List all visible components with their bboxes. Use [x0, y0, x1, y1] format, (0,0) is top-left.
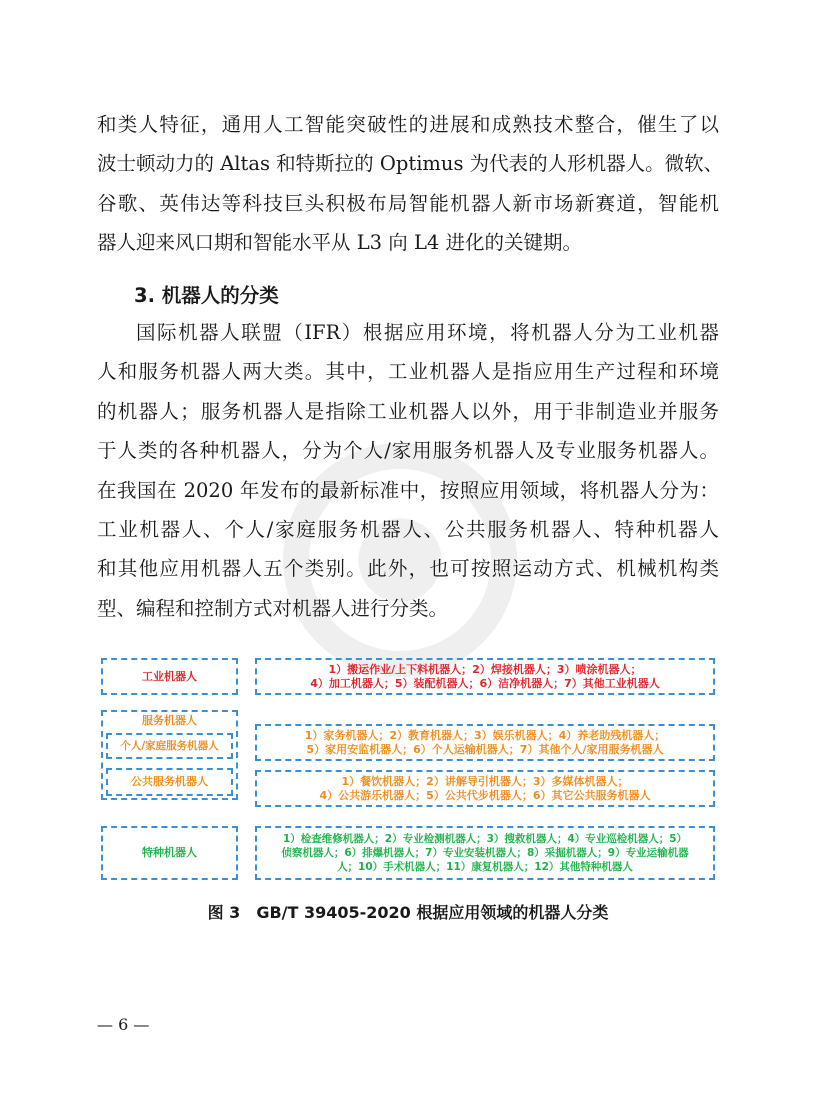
special-items-line: 1）检查维修机器人；2）专业检测机器人；3）搜救机器人；4）专业巡检机器人；5） — [282, 833, 687, 845]
special-robot-label-box — [101, 826, 238, 880]
text-line: 波士顿动力的 Altas 和特斯拉的 Optimus 为代表的人形机器人。微软、 — [97, 152, 724, 176]
text-line: 于人类的各种机器人，分为个人/家用服务机器人及专业服务机器人。 — [97, 439, 719, 463]
industrial-items-line: 4）加工机器人；5）装配机器人；6）洁净机器人；7）其他工业机器人 — [310, 676, 660, 690]
industrial-items-line: 1）搬运作业/上下料机器人；2）焊接机器人；3）喷涂机器人； — [328, 662, 642, 676]
figure-caption: 图 3 GB/T 39405-2020 根据应用领域的机器人分类 — [207, 903, 609, 922]
text-line: 国际机器人联盟（IFR）根据应用环境，将机器人分为工业机器 — [136, 321, 719, 344]
text-line: 工业机器人、个人/家庭服务机器人、公共服务机器人、特种机器人 — [97, 518, 719, 542]
industrial-robot-label: 工业机器人 — [142, 669, 197, 683]
personal-service-robot-label-box — [106, 733, 233, 759]
text-line: 和其他应用机器人五个类别。此外，也可按照运动方式、机械机构类 — [97, 557, 719, 581]
text-line: 谷歌、英伟达等科技巨头积极布局智能机器人新市场新赛道，智能机 — [97, 191, 719, 215]
text-line: 型、编程和控制方式对机器人进行分类。 — [97, 596, 449, 620]
public-items-line: 1）餐饮机器人；2）讲解导引机器人；3）多媒体机器人； — [341, 774, 629, 788]
public-items-line: 4）公共游乐机器人；5）公共代步机器人；6）其它公共服务机器人 — [319, 788, 651, 802]
text-line: 和类人特征，通用人工智能突破性的进展和成熟技术整合，催生了以 — [97, 113, 719, 136]
personal-items-line: 1）家务机器人；2）教育机器人；3）娱乐机器人；4）养老助残机器人； — [304, 728, 666, 742]
section-heading: 3. 机器人的分类 — [134, 284, 279, 307]
public-service-items-box — [255, 770, 715, 807]
special-items-line: 人；10）手术机器人；11）康复机器人；12）其他特种机器人 — [337, 861, 633, 873]
industrial-robot-label-box — [101, 658, 238, 695]
paragraph-classification — [97, 313, 719, 628]
public-service-robot-label-box — [106, 768, 233, 796]
special-robot-items-box — [255, 826, 715, 880]
text-line: 人和服务机器人两大类。其中，工业机器人是指应用生产过程和环境 — [97, 360, 719, 384]
industrial-robot-items-box — [255, 658, 715, 695]
text-line: 的机器人；服务机器人是指除工业机器人以外，用于非制造业并服务 — [97, 399, 719, 423]
text-line: 器人迎来风口期和智能水平从 L3 向 L4 进化的关键期。 — [97, 231, 583, 255]
page-number: — 6 — — [97, 1015, 150, 1034]
special-robot-label: 特种机器人 — [142, 846, 197, 859]
personal-service-items-box — [255, 724, 715, 761]
paragraph-intro — [97, 105, 724, 263]
special-items-line: 侦察机器人；6）排爆机器人；7）专业安装机器人；8）采掘机器人；9）专业运输机器 — [281, 847, 689, 859]
text-line: 在我国在 2020 年发布的最新标准中，按照应用领域，将机器人分为： — [97, 478, 719, 502]
personal-items-line: 5）家用安监机器人；6）个人运输机器人；7）其他个人/家用服务机器人 — [306, 742, 664, 756]
public-service-robot-label: 公共服务机器人 — [131, 775, 208, 788]
personal-service-robot-label: 个人/家庭服务机器人 — [120, 740, 219, 752]
service-robot-label: 服务机器人 — [142, 714, 197, 727]
